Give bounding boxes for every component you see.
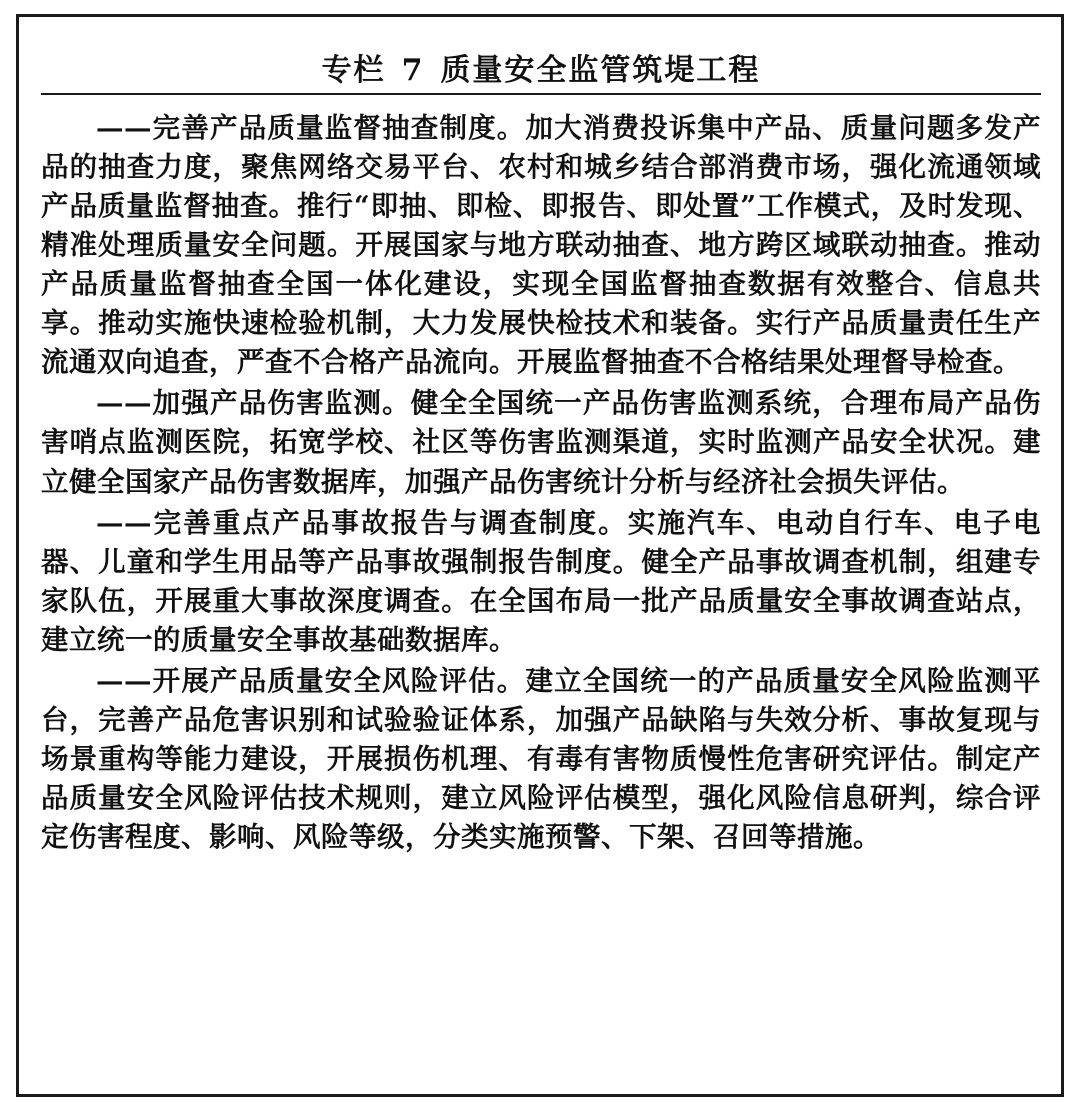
box-title-number: 7 [401, 53, 425, 89]
box-title-heading: 质量安全监管筑堤工程 [440, 53, 761, 89]
box-body [41, 103, 1041, 1086]
paragraph-3: ——完善重点产品事故报告与调查制度。实施汽车、电动自行车、电子电器、儿童和学生用品等产品事故强制报告制度。健全产品事故调查机制，组建专家队伍，开展重大事故深度调查。在全国布局一批产品质量安全事故调查站点，建立统一的质量安全事故基础数据库。 [41, 506, 1041, 656]
paragraph-2: ——加强产品伤害监测。健全全国统一产品伤害监测系统，合理布局产品伤害哨点监测医院，拓宽学校、社区等伤害监测渠道，实时监测产品安全状况。建立健全国家产品伤害数据库，加强产品伤害统计分析与经济社会损失评估。 [41, 387, 1041, 498]
box-title [41, 47, 1041, 95]
paragraph-4: ——开展产品质量安全风险评估。建立全国统一的产品质量安全风险监测平台，完善产品危害识别和试验验证体系，加强产品缺陷与失效分析、事故复现与场景重构等能力建设，开展损伤机理、有毒有害物质慢性危害研究评估。制定产品质量安全风险评估技术规则，建立风险评估模型，强化风险信息研判，综合评定伤害程度、影响、风险等级，分类实施预警、下架、召回等措施。 [41, 664, 1041, 853]
paragraph-1: ——完善产品质量监督抽查制度。加大消费投诉集中产品、质量问题多发产品的抽查力度，聚焦网络交易平台、农村和城乡结合部消费市场，强化流通领域产品质量监督抽查。推行“即抽、即检、即报告、即处置”工作模式，及时发现、精准处理质量安全问题。开展国家与地方联动抽查、地方跨区域联动抽查。推动产品质量监督抽查全国一体化建设，实现全国监督抽查数据有效整合、信息共享。推动实施快速检验机制，大力发展快检技术和装备。实行产品质量责任生产流通双向追查，严查不合格产品流向。开展监督抽查不合格结果处理督导检查。 [41, 112, 1041, 379]
highlight-box [16, 14, 1064, 1097]
box-title-label: 专栏 [321, 53, 386, 89]
